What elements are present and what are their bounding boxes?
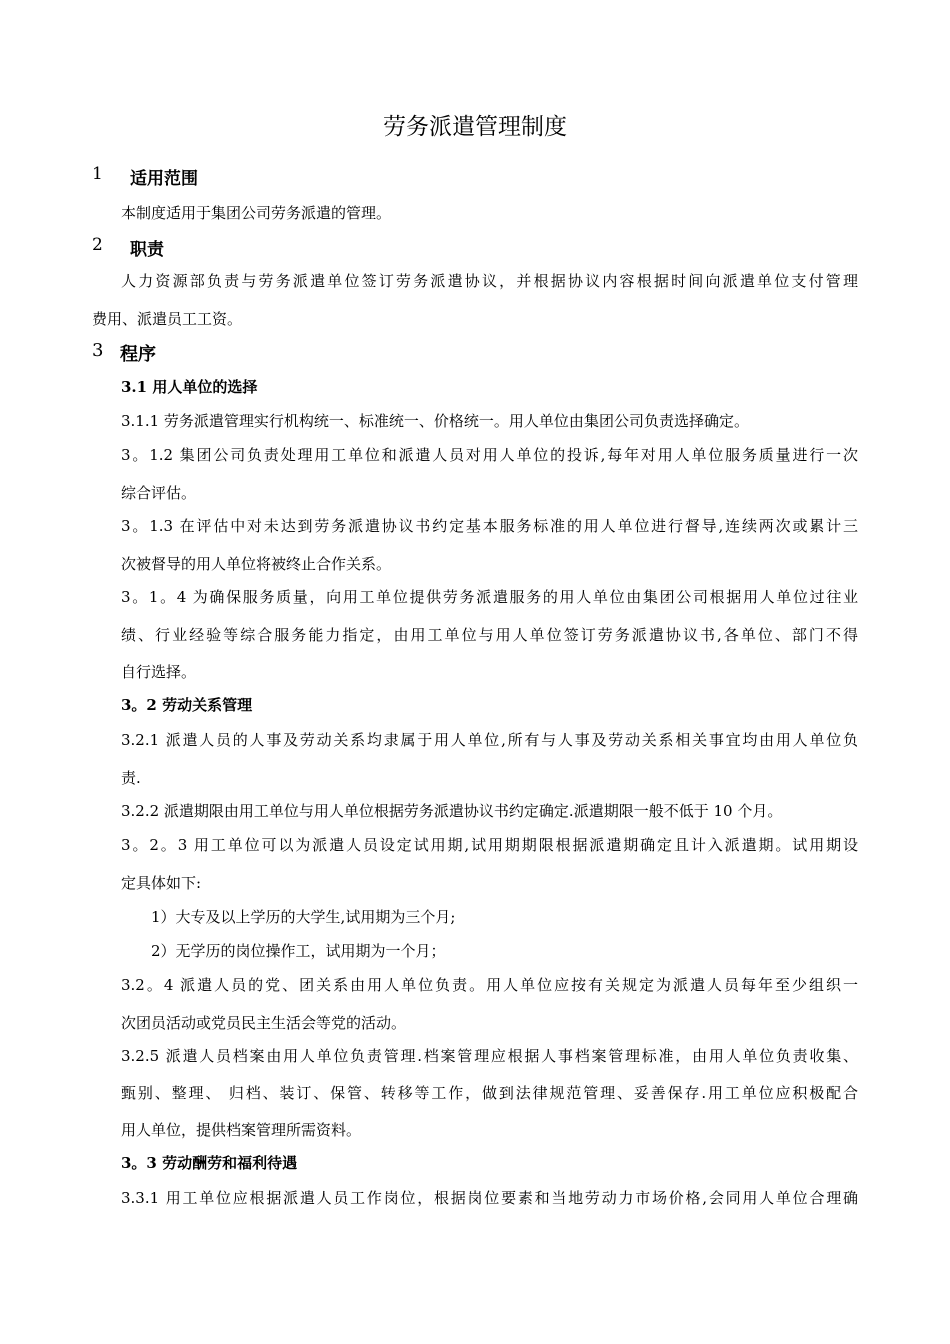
clause-3-1-3-line: 次被督导的用人单位将被终止合作关系。 xyxy=(121,555,392,573)
clause-3-2-1-line: 3.2.1 派遣人员的人事及劳动关系均隶属于用人单位,所有与人事及劳动关系相关事宜均由用人单位负 xyxy=(121,731,858,749)
section-number: 2 xyxy=(92,235,103,255)
document-title: 劳务派遣管理制度 xyxy=(383,114,567,140)
clause-3-1-1: 3.1.1 劳务派遣管理实行机构统一、标准统一、价格统一。用人单位由集团公司负责选择确定。 xyxy=(121,412,749,430)
section-number: 3 xyxy=(92,340,104,361)
clause-3-2-5-line: 3.2.5 派遣人员档案由用人单位负责管理.档案管理应根据人事档案管理标准，由用人单位负责收集、 xyxy=(121,1047,858,1065)
clause-3-2-5-line: 甄别、整理、 归档、装订、保管、转移等工作，做到法律规范管理、妥善保存.用工单位应积极配合 xyxy=(121,1084,858,1102)
list-item: 2）无学历的岗位操作工，试用期为一个月； xyxy=(151,942,446,960)
paragraph-line: 费用、派遣员工工资。 xyxy=(92,310,243,328)
clause-3-2-5-line: 用人单位，提供档案管理所需资料。 xyxy=(121,1121,362,1139)
subsection-heading-3-3: 3。3 劳动酬劳和福利待遇 xyxy=(121,1154,298,1172)
clause-3-1-2-line: 3。1.2 集团公司负责处理用工单位和派遣人员对用人单位的投诉,每年对用人单位服务质量进行一次 xyxy=(121,446,858,464)
clause-3-1-4-line: 3。1。4 为确保服务质量，向用工单位提供劳务派遣服务的用人单位由集团公司根据用人单位过往业 xyxy=(121,588,858,606)
paragraph: 本制度适用于集团公司劳务派遣的管理。 xyxy=(121,204,392,222)
paragraph-line: 人力资源部负责与劳务派遣单位签订劳务派遣协议，并根据协议内容根据时间向派遣单位支付管理 xyxy=(121,272,858,290)
section-title: 适用范围 xyxy=(130,169,198,189)
clause-3-2-1-line: 责. xyxy=(121,769,141,787)
clause-3-2-2: 3.2.2 派遣期限由用工单位与用人单位根据劳务派遣协议书约定确定.派遣期限一般不低于 10 个月。 xyxy=(121,802,783,820)
clause-3-2-3-line: 3。2。3 用工单位可以为派遣人员设定试用期,试用期期限根据派遣期确定且计入派遣期。试用期设 xyxy=(121,836,858,854)
clause-3-3-1-line: 3.3.1 用工单位应根据派遣人员工作岗位，根据岗位要素和当地劳动力市场价格,会同用人单位合理确 xyxy=(121,1189,858,1207)
subsection-heading-3-1: 3.1 用人单位的选择 xyxy=(121,378,258,396)
list-item: 1）大专及以上学历的大学生,试用期为三个月; xyxy=(151,908,456,926)
section-number: 1 xyxy=(92,164,103,184)
section-title: 职责 xyxy=(130,240,164,260)
clause-3-1-4-line: 自行选择。 xyxy=(121,663,197,681)
subsection-heading-3-2: 3。2 劳动关系管理 xyxy=(121,696,253,714)
clause-3-2-3-line: 定具体如下: xyxy=(121,874,202,892)
clause-3-1-4-line: 绩、行业经验等综合服务能力指定，由用工单位与用人单位签订劳务派遣协议书,各单位、部门不得 xyxy=(121,626,858,644)
section-title: 程序 xyxy=(120,344,156,365)
clause-3-1-2-line: 综合评估。 xyxy=(121,484,197,502)
clause-3-1-3-line: 3。1.3 在评估中对未达到劳务派遣协议书约定基本服务标准的用人单位进行督导,连续两次或累计三 xyxy=(121,517,858,535)
clause-3-2-4-line: 3.2。4 派遣人员的党、团关系由用人单位负责。用人单位应按有关规定为派遣人员每年至少组织一 xyxy=(121,976,858,994)
clause-3-2-4-line: 次团员活动或党员民主生活会等党的活动。 xyxy=(121,1014,407,1032)
